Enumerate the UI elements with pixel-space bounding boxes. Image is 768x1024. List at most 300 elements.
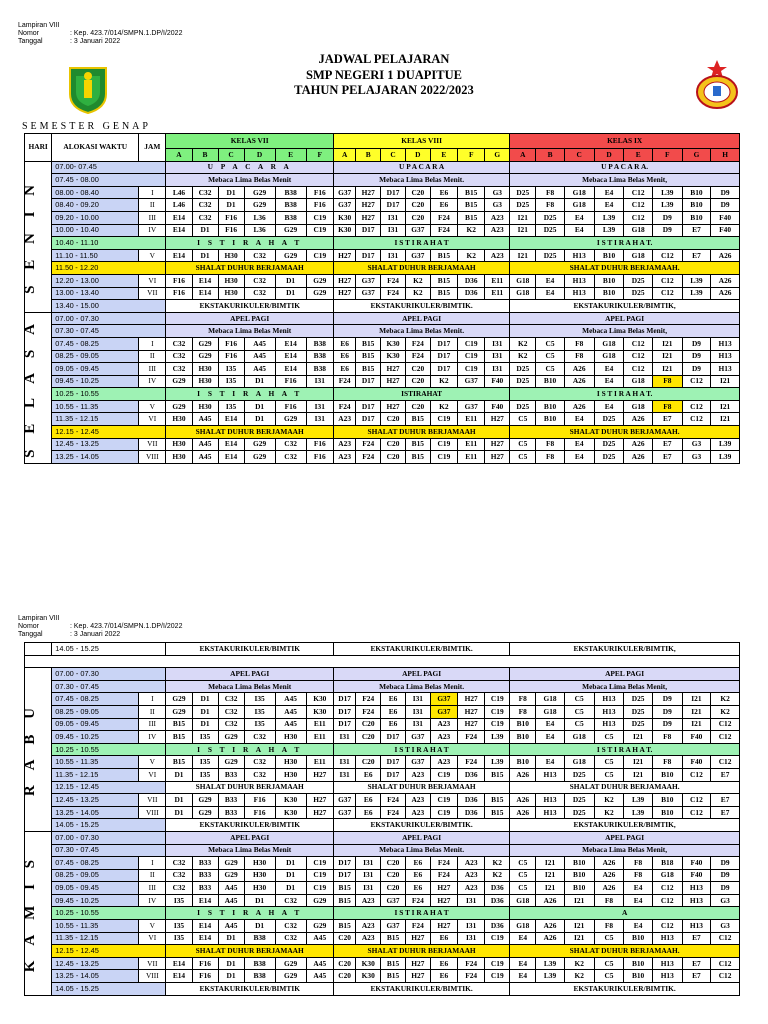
day-label bbox=[22, 668, 52, 832]
teacher-code: H27 bbox=[458, 705, 485, 718]
activity-kelas-viii: APEL PAGI bbox=[333, 668, 509, 681]
teacher-code: D25 bbox=[564, 768, 594, 781]
lesson-period: VI bbox=[139, 768, 166, 781]
lesson-period: VI bbox=[139, 274, 166, 287]
teacher-code: C19 bbox=[430, 438, 457, 451]
teacher-code: A45 bbox=[275, 718, 306, 731]
blank-cell bbox=[25, 655, 740, 668]
time-slot: 11.50 - 12.20 bbox=[52, 262, 166, 275]
teacher-code: E14 bbox=[218, 438, 244, 451]
teacher-code: F8 bbox=[624, 857, 653, 870]
activity-kelas-ix: SHALAT DUHUR BERJAMAAH. bbox=[510, 945, 740, 958]
teacher-code: B10 bbox=[510, 718, 536, 731]
teacher-code: E7 bbox=[711, 794, 740, 807]
teacher-code: G29 bbox=[275, 413, 306, 426]
teacher-code: E4 bbox=[594, 375, 624, 388]
table-row bbox=[25, 869, 740, 882]
teacher-code: B33 bbox=[192, 857, 218, 870]
teacher-code: B15 bbox=[405, 451, 430, 464]
activity-kelas-viii: EKSTAKURIKULER/BIMTIK. bbox=[333, 983, 509, 996]
time-slot: 07.45 - 08.00 bbox=[52, 174, 166, 187]
teacher-code: I31 bbox=[485, 363, 510, 376]
activity-kelas-ix: Mebaca Lima Belas Menit, bbox=[510, 680, 740, 693]
teacher-code: D1 bbox=[275, 869, 306, 882]
teacher-code: A26 bbox=[536, 932, 565, 945]
teacher-code: L36 bbox=[244, 224, 275, 237]
teacher-code: D1 bbox=[244, 920, 275, 933]
teacher-code: C12 bbox=[711, 731, 740, 744]
teacher-code: A23 bbox=[405, 806, 430, 819]
teacher-code: E7 bbox=[652, 438, 682, 451]
teacher-code: I21 bbox=[711, 413, 740, 426]
activity-kelas-vii: SHALAT DUHUR BERJAMAAH bbox=[166, 945, 334, 958]
teacher-code: B15 bbox=[430, 287, 457, 300]
teacher-code: A45 bbox=[306, 970, 333, 983]
table-row bbox=[25, 768, 740, 781]
day-name: R A B U bbox=[22, 702, 38, 797]
teacher-code: F16 bbox=[306, 438, 333, 451]
teacher-code: H13 bbox=[652, 970, 682, 983]
teacher-code: L39 bbox=[711, 438, 740, 451]
teacher-code: B38 bbox=[275, 186, 306, 199]
class-letter: G bbox=[485, 149, 510, 162]
table-row bbox=[25, 907, 740, 920]
teacher-code: G18 bbox=[510, 920, 536, 933]
teacher-code: H30 bbox=[166, 451, 192, 464]
teacher-code: C5 bbox=[594, 932, 624, 945]
teacher-code: H13 bbox=[564, 274, 594, 287]
class-letter: D bbox=[244, 149, 275, 162]
teacher-code: C5 bbox=[536, 337, 565, 350]
activity-kelas-viii: EKSTAKURIKULER/BIMTIK. bbox=[333, 300, 509, 313]
class-letter: G bbox=[682, 149, 711, 162]
header-alokasi: ALOKASI WAKTU bbox=[52, 134, 139, 162]
teacher-code: E6 bbox=[405, 882, 430, 895]
teacher-code: C19 bbox=[306, 869, 333, 882]
teacher-code: B10 bbox=[510, 731, 536, 744]
teacher-code: G29 bbox=[306, 274, 333, 287]
teacher-code: C12 bbox=[711, 756, 740, 769]
table-row bbox=[25, 945, 740, 958]
teacher-code: E14 bbox=[166, 249, 192, 262]
teacher-code: E4 bbox=[594, 186, 624, 199]
table-row bbox=[25, 882, 740, 895]
teacher-code: H27 bbox=[356, 199, 381, 212]
class-letter: B bbox=[192, 149, 218, 162]
time-slot: 10.55 - 11.35 bbox=[52, 756, 139, 769]
table-row bbox=[25, 857, 740, 870]
table-row bbox=[25, 806, 740, 819]
activity-kelas-ix: I S T I R A H A T. bbox=[510, 743, 740, 756]
teacher-code: E4 bbox=[624, 920, 653, 933]
teacher-code: B10 bbox=[536, 400, 565, 413]
teacher-code: I21 bbox=[536, 882, 565, 895]
time-slot: 10.00 - 10.40 bbox=[52, 224, 139, 237]
teacher-code: E6 bbox=[356, 806, 381, 819]
teacher-code: G29 bbox=[244, 199, 275, 212]
teacher-code: C5 bbox=[594, 756, 624, 769]
teacher-code: D36 bbox=[458, 768, 485, 781]
day-label bbox=[22, 161, 52, 312]
teacher-code: D25 bbox=[536, 249, 565, 262]
meta-key: Nomor bbox=[18, 623, 40, 630]
teacher-code: C32 bbox=[244, 274, 275, 287]
teacher-code: B10 bbox=[652, 806, 682, 819]
activity-kelas-vii: SHALAT DUHUR BERJAMAAH bbox=[166, 781, 334, 794]
time-slot: 09.45 - 10.25 bbox=[52, 375, 139, 388]
teacher-code: E4 bbox=[564, 438, 594, 451]
teacher-code: H13 bbox=[594, 693, 624, 706]
teacher-code: B15 bbox=[356, 363, 381, 376]
teacher-code: L39 bbox=[485, 756, 510, 769]
teacher-code: D17 bbox=[381, 731, 406, 744]
teacher-code: H13 bbox=[682, 894, 711, 907]
teacher-code: A23 bbox=[333, 451, 355, 464]
teacher-code: G29 bbox=[218, 756, 244, 769]
teacher-code: E4 bbox=[564, 211, 594, 224]
time-slot: 07.45 - 08.25 bbox=[52, 337, 139, 350]
activity-kelas-vii: SHALAT DUHUR BERJAMAAH bbox=[166, 262, 334, 275]
teacher-code: E4 bbox=[564, 224, 594, 237]
teacher-code: C12 bbox=[624, 363, 653, 376]
teacher-code: K2 bbox=[430, 375, 457, 388]
teacher-code: C12 bbox=[711, 718, 740, 731]
teacher-code: E6 bbox=[430, 199, 457, 212]
teacher-code: D17 bbox=[430, 350, 457, 363]
teacher-code: G18 bbox=[510, 274, 536, 287]
teacher-code: F8 bbox=[652, 756, 682, 769]
teacher-code: H13 bbox=[536, 768, 565, 781]
teacher-code: L39 bbox=[624, 794, 653, 807]
teacher-code: I21 bbox=[564, 894, 594, 907]
activity-kelas-ix: A bbox=[510, 907, 740, 920]
teacher-code: D17 bbox=[356, 224, 381, 237]
table-row bbox=[25, 161, 740, 174]
teacher-code: K2 bbox=[711, 693, 740, 706]
activity-kelas-ix: SHALAT DUHUR BERJAMAAH. bbox=[510, 426, 740, 439]
teacher-code: B15 bbox=[458, 199, 485, 212]
teacher-code: B33 bbox=[218, 794, 244, 807]
teacher-code: G37 bbox=[430, 705, 457, 718]
teacher-code: B33 bbox=[218, 768, 244, 781]
teacher-code: A45 bbox=[192, 438, 218, 451]
teacher-code: F8 bbox=[510, 693, 536, 706]
activity-kelas-ix: APEL PAGI bbox=[510, 668, 740, 681]
class-letter: C bbox=[381, 149, 406, 162]
teacher-code: L46 bbox=[166, 199, 192, 212]
teacher-code: C19 bbox=[458, 363, 485, 376]
teacher-code: C19 bbox=[458, 350, 485, 363]
teacher-code: F16 bbox=[306, 199, 333, 212]
teacher-code: E11 bbox=[306, 718, 333, 731]
lesson-period: II bbox=[139, 869, 166, 882]
teacher-code: H30 bbox=[192, 400, 218, 413]
teacher-code: D17 bbox=[356, 375, 381, 388]
teacher-code: L39 bbox=[536, 957, 565, 970]
schedule-table-page2 bbox=[24, 642, 740, 996]
teacher-code: B15 bbox=[356, 337, 381, 350]
teacher-code: K30 bbox=[356, 957, 381, 970]
teacher-code: C19 bbox=[430, 806, 457, 819]
teacher-code: B15 bbox=[485, 768, 510, 781]
activity-kelas-viii: SHALAT DUHUR BERJAMAAH bbox=[333, 426, 509, 439]
time-slot: 14.05 - 15.25 bbox=[52, 643, 166, 656]
teacher-code: D1 bbox=[166, 794, 192, 807]
teacher-code: F24 bbox=[458, 957, 485, 970]
teacher-code: C12 bbox=[711, 957, 740, 970]
teacher-code: G37 bbox=[333, 199, 355, 212]
time-slot: 12.15 - 12.45 bbox=[52, 945, 166, 958]
teacher-code: E11 bbox=[458, 451, 485, 464]
lesson-period: IV bbox=[139, 375, 166, 388]
teacher-code: H30 bbox=[166, 438, 192, 451]
teacher-code: E11 bbox=[458, 413, 485, 426]
teacher-code: K2 bbox=[458, 249, 485, 262]
teacher-code: I31 bbox=[458, 932, 485, 945]
table-row bbox=[25, 350, 740, 363]
lesson-period: V bbox=[139, 756, 166, 769]
teacher-code: I31 bbox=[306, 375, 333, 388]
teacher-code: C20 bbox=[333, 957, 355, 970]
time-slot: 11.10 - 11.50 bbox=[52, 249, 139, 262]
time-slot: 07.45 - 08.25 bbox=[52, 857, 139, 870]
class-letter: A bbox=[510, 149, 536, 162]
table-row bbox=[25, 794, 740, 807]
teacher-code: C32 bbox=[166, 857, 192, 870]
teacher-code: E4 bbox=[536, 274, 565, 287]
lesson-period: VII bbox=[139, 287, 166, 300]
teacher-code: F24 bbox=[405, 894, 430, 907]
teacher-code: D9 bbox=[652, 705, 682, 718]
teacher-code: F16 bbox=[275, 400, 306, 413]
activity-kelas-viii: Mebaca Lima Belas Menit. bbox=[333, 680, 509, 693]
table-row bbox=[25, 438, 740, 451]
teacher-code: L39 bbox=[711, 451, 740, 464]
teacher-code: C19 bbox=[485, 718, 510, 731]
table-row bbox=[25, 300, 740, 313]
teacher-code: C19 bbox=[430, 451, 457, 464]
teacher-code: D36 bbox=[485, 894, 510, 907]
teacher-code: F40 bbox=[711, 224, 740, 237]
teacher-code: C32 bbox=[275, 894, 306, 907]
teacher-code: I35 bbox=[166, 894, 192, 907]
teacher-code: G29 bbox=[218, 857, 244, 870]
teacher-code: C12 bbox=[711, 932, 740, 945]
teacher-code: B15 bbox=[356, 350, 381, 363]
teacher-code: G37 bbox=[458, 375, 485, 388]
meta-key: Nomor bbox=[18, 30, 40, 37]
teacher-code: F8 bbox=[624, 869, 653, 882]
teacher-code: F24 bbox=[430, 224, 457, 237]
teacher-code: A45 bbox=[192, 451, 218, 464]
table-row bbox=[25, 894, 740, 907]
teacher-code: A26 bbox=[564, 375, 594, 388]
teacher-code: E4 bbox=[564, 451, 594, 464]
table-row bbox=[25, 413, 740, 426]
teacher-code: B33 bbox=[218, 806, 244, 819]
teacher-code: I35 bbox=[166, 932, 192, 945]
teacher-code: E6 bbox=[356, 794, 381, 807]
teacher-code: E6 bbox=[430, 970, 457, 983]
teacher-code: C5 bbox=[510, 857, 536, 870]
teacher-code: C32 bbox=[275, 438, 306, 451]
lesson-period: I bbox=[139, 693, 166, 706]
class-letter: H bbox=[711, 149, 740, 162]
teacher-code: C19 bbox=[485, 957, 510, 970]
lesson-period: III bbox=[139, 211, 166, 224]
table-row bbox=[25, 932, 740, 945]
teacher-code: G18 bbox=[510, 894, 536, 907]
teacher-code: F16 bbox=[306, 186, 333, 199]
teacher-code: K30 bbox=[333, 224, 355, 237]
teacher-code: K2 bbox=[405, 274, 430, 287]
teacher-code: E14 bbox=[192, 287, 218, 300]
teacher-code: C20 bbox=[333, 970, 355, 983]
teacher-code: A23 bbox=[405, 768, 430, 781]
class-letter: E bbox=[275, 149, 306, 162]
teacher-code: B15 bbox=[458, 186, 485, 199]
teacher-code: D25 bbox=[510, 400, 536, 413]
teacher-code: D36 bbox=[485, 882, 510, 895]
teacher-code: K2 bbox=[458, 224, 485, 237]
teacher-code: I31 bbox=[356, 857, 381, 870]
teacher-code: D1 bbox=[244, 413, 275, 426]
teacher-code: C12 bbox=[682, 768, 711, 781]
teacher-code: H27 bbox=[356, 186, 381, 199]
teacher-code: H27 bbox=[458, 693, 485, 706]
activity-kelas-vii: APEL PAGI bbox=[166, 668, 334, 681]
teacher-code: F16 bbox=[166, 287, 192, 300]
activity-kelas-ix: EKSTAKURIKULER/BIMTIK, bbox=[510, 643, 740, 656]
teacher-code: G29 bbox=[192, 350, 218, 363]
teacher-code: D1 bbox=[275, 287, 306, 300]
teacher-code: C5 bbox=[510, 413, 536, 426]
table-row bbox=[25, 287, 740, 300]
teacher-code: E7 bbox=[711, 806, 740, 819]
teacher-code: B15 bbox=[405, 413, 430, 426]
teacher-code: D17 bbox=[430, 337, 457, 350]
teacher-code: L39 bbox=[536, 970, 565, 983]
teacher-code: H13 bbox=[564, 249, 594, 262]
teacher-code: B15 bbox=[166, 718, 192, 731]
teacher-code: H13 bbox=[564, 287, 594, 300]
teacher-code: A26 bbox=[624, 438, 653, 451]
teacher-code: H30 bbox=[218, 249, 244, 262]
activity-kelas-viii: I S T I R A H A T bbox=[333, 237, 509, 250]
teacher-code: C19 bbox=[306, 249, 333, 262]
table-row bbox=[25, 844, 740, 857]
activity-kelas-viii: SHALAT DUHUR BERJAMAAH bbox=[333, 262, 509, 275]
teacher-code: D17 bbox=[381, 186, 406, 199]
teacher-code: F8 bbox=[536, 186, 565, 199]
teacher-code: D25 bbox=[510, 199, 536, 212]
teacher-code: I35 bbox=[218, 400, 244, 413]
activity-kelas-viii: EKSTAKURIKULER/BIMTIK. bbox=[333, 643, 509, 656]
teacher-code: H30 bbox=[275, 731, 306, 744]
activity-kelas-ix: Mebaca Lima Belas Menit, bbox=[510, 844, 740, 857]
teacher-code: F16 bbox=[166, 274, 192, 287]
time-slot: 12.45 - 13.25 bbox=[52, 957, 139, 970]
teacher-code: H30 bbox=[244, 857, 275, 870]
teacher-code: C32 bbox=[192, 186, 218, 199]
title-line-1: JADWAL PELAJARAN bbox=[318, 52, 450, 66]
teacher-code: F40 bbox=[682, 869, 711, 882]
teacher-code: D1 bbox=[218, 186, 244, 199]
meta-row bbox=[18, 631, 182, 639]
teacher-code: E4 bbox=[594, 363, 624, 376]
activity-kelas-vii: I S T I R A H A T bbox=[166, 388, 334, 401]
teacher-code: K2 bbox=[564, 957, 594, 970]
time-slot: 12.15 - 12.45 bbox=[52, 426, 166, 439]
teacher-code: H30 bbox=[166, 413, 192, 426]
teacher-code: G18 bbox=[594, 350, 624, 363]
teacher-code: D25 bbox=[510, 375, 536, 388]
teacher-code: F24 bbox=[356, 438, 381, 451]
teacher-code: H13 bbox=[594, 718, 624, 731]
teacher-code: B38 bbox=[306, 363, 333, 376]
teacher-code: C19 bbox=[306, 882, 333, 895]
activity-kelas-vii: U P A C A R A bbox=[166, 161, 334, 174]
semester-label: SEMESTER GENAP bbox=[22, 121, 151, 132]
teacher-code: H27 bbox=[333, 287, 355, 300]
table-row bbox=[25, 668, 740, 681]
teacher-code: C32 bbox=[244, 731, 275, 744]
header-kelas-vii: KELAS VII bbox=[166, 134, 334, 149]
activity-kelas-viii: I S T I R A H A T bbox=[333, 743, 509, 756]
teacher-code: D25 bbox=[564, 806, 594, 819]
teacher-code: E4 bbox=[594, 400, 624, 413]
teacher-code: E11 bbox=[458, 438, 485, 451]
teacher-code: D9 bbox=[652, 718, 682, 731]
teacher-code: I21 bbox=[682, 705, 711, 718]
lesson-period: V bbox=[139, 400, 166, 413]
teacher-code: D25 bbox=[510, 363, 536, 376]
teacher-code: D17 bbox=[381, 199, 406, 212]
teacher-code: A26 bbox=[536, 894, 565, 907]
lesson-period: II bbox=[139, 350, 166, 363]
teacher-code: E4 bbox=[510, 970, 536, 983]
teacher-code: I31 bbox=[485, 350, 510, 363]
teacher-code: D9 bbox=[652, 211, 682, 224]
time-slot: 07.00 - 07.30 bbox=[52, 668, 166, 681]
time-slot: 07.30 - 07.45 bbox=[52, 325, 166, 338]
time-slot: 07.00- 07.45 bbox=[52, 161, 166, 174]
document-title bbox=[0, 52, 768, 99]
teacher-code: G18 bbox=[594, 337, 624, 350]
teacher-code: B10 bbox=[624, 957, 653, 970]
lesson-period: VIII bbox=[139, 806, 166, 819]
teacher-code: B38 bbox=[244, 970, 275, 983]
teacher-code: C5 bbox=[594, 957, 624, 970]
document-meta-page2 bbox=[18, 615, 182, 639]
teacher-code: C32 bbox=[192, 211, 218, 224]
table-row bbox=[25, 705, 740, 718]
teacher-code: D1 bbox=[166, 768, 192, 781]
teacher-code: I31 bbox=[458, 894, 485, 907]
teacher-code: E7 bbox=[682, 249, 711, 262]
table-row bbox=[25, 983, 740, 996]
teacher-code: A23 bbox=[485, 249, 510, 262]
time-slot: 07.30 - 07.45 bbox=[52, 844, 166, 857]
teacher-code: D9 bbox=[711, 882, 740, 895]
lesson-period: VI bbox=[139, 413, 166, 426]
table-row bbox=[25, 426, 740, 439]
teacher-code: C12 bbox=[711, 970, 740, 983]
class-letter: E bbox=[624, 149, 653, 162]
activity-kelas-vii: APEL PAGI bbox=[166, 831, 334, 844]
time-slot: 12.15 - 12.45 bbox=[52, 781, 166, 794]
teacher-code: G18 bbox=[564, 199, 594, 212]
